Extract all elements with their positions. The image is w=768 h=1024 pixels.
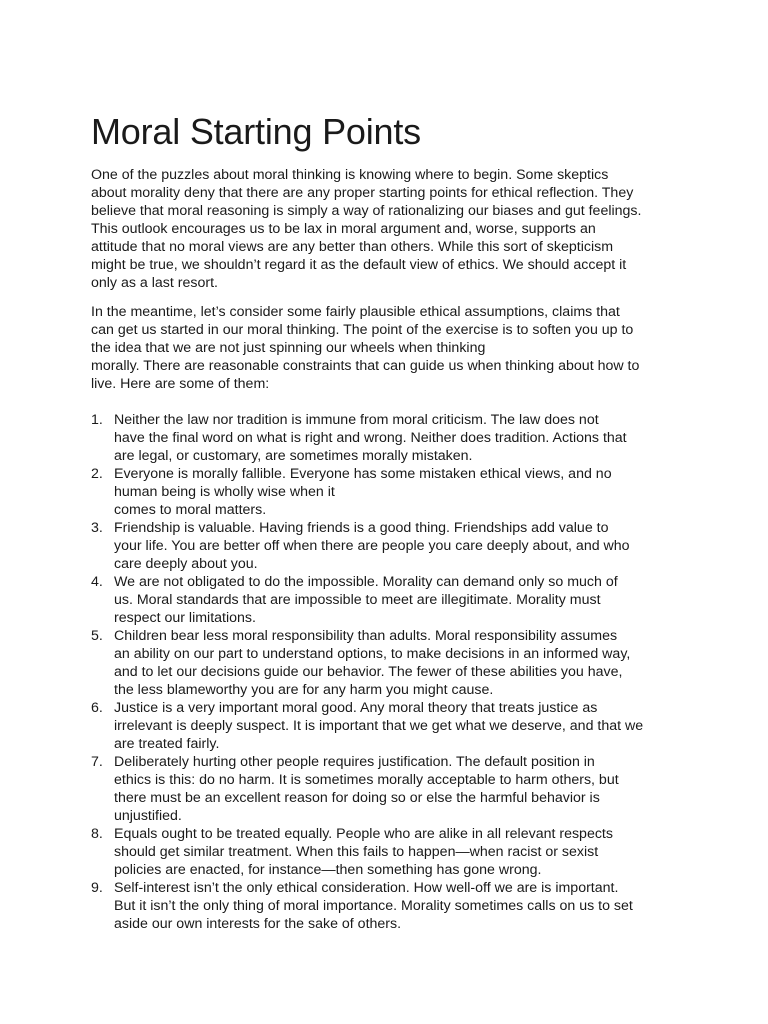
list-item: [91, 699, 711, 753]
list-item-line: comes to moral matters.: [114, 502, 267, 518]
list-item-line: Self-interest isn’t the only ethical consideration. How well-off we are is important.: [114, 880, 619, 896]
list-item-line: irrelevant is deeply suspect. It is important that we get what we deserve, and that we: [114, 718, 644, 734]
list-item-line: Children bear less moral responsibility than adults. Moral responsibility assumes: [114, 628, 618, 644]
assumptions-paragraph: [91, 303, 691, 393]
list-item-line: are treated fairly.: [114, 736, 220, 752]
list-item: [91, 411, 711, 465]
list-item-line: have the final word on what is right and wrong. Neither does tradition. Actions that: [114, 430, 627, 446]
paragraph-line: can get us started in our moral thinking. The point of the exercise is to soften you up to: [91, 322, 634, 338]
list-item-line: aside our own interests for the sake of others.: [114, 916, 402, 932]
paragraph-line: the idea that we are not just spinning our wheels when thinking: [91, 340, 486, 356]
list-item-line: unjustified.: [114, 808, 182, 824]
starting-points-list: [91, 411, 711, 933]
list-item: [91, 465, 711, 519]
list-item-line: human being is wholly wise when it: [114, 484, 335, 500]
list-item-line: there must be an excellent reason for doing so or else the harmful behavior is: [114, 790, 600, 806]
list-item-line: Equals ought to be treated equally. People who are alike in all relevant respects: [114, 826, 613, 842]
list-item-line: respect our limitations.: [114, 610, 256, 626]
paragraph-line: attitude that no moral views are any better than others. While this sort of skepticism: [91, 239, 614, 255]
page-title: Moral Starting Points: [91, 111, 421, 152]
list-item-number: 7.: [91, 754, 103, 770]
list-item-line: ethics is this: do no harm. It is sometimes morally acceptable to harm others, but: [114, 772, 619, 788]
list-item-line: should get similar treatment. When this fails to happen—when racist or sexist: [114, 844, 599, 860]
list-item-line: the less blameworthy you are for any harm you might cause.: [114, 682, 494, 698]
list-item-line: But it isn’t the only thing of moral importance. Morality sometimes calls on us to set: [114, 898, 633, 914]
list-item-line: Everyone is morally fallible. Everyone has some mistaken ethical views, and no: [114, 466, 612, 482]
list-item: [91, 627, 711, 699]
list-item-line: We are not obligated to do the impossible. Morality can demand only so much of: [114, 574, 618, 590]
list-item-line: are legal, or customary, are sometimes morally mistaken.: [114, 448, 473, 464]
list-item: [91, 753, 711, 825]
paragraph-line: about morality deny that there are any proper starting points for ethical reflection. They: [91, 185, 634, 201]
list-item-line: Neither the law nor tradition is immune from moral criticism. The law does not: [114, 412, 599, 428]
list-item-line: and to let our decisions guide our behavior. The fewer of these abilities you have,: [114, 664, 623, 680]
paragraph-line: believe that moral reasoning is simply a way of rationalizing our biases and gut feelings.: [91, 203, 642, 219]
list-item: [91, 573, 711, 627]
list-item-number: 4.: [91, 574, 103, 590]
list-item-line: Friendship is valuable. Having friends is a good thing. Friendships add value to: [114, 520, 609, 536]
paragraph-line: In the meantime, let’s consider some fairly plausible ethical assumptions, claims that: [91, 304, 620, 320]
paragraph-line: live. Here are some of them:: [91, 376, 270, 392]
paragraph-line: This outlook encourages us to be lax in moral argument and, worse, supports an: [91, 221, 596, 237]
list-item-line: Justice is a very important moral good. Any moral theory that treats justice as: [114, 700, 598, 716]
paragraph-line: only as a last resort.: [91, 275, 218, 291]
list-item-number: 8.: [91, 826, 103, 842]
list-item-line: your life. You are better off when there are people you care deeply about, and who: [114, 538, 630, 554]
list-item-number: 3.: [91, 520, 103, 536]
list-item-line: us. Moral standards that are impossible to meet are illegitimate. Morality must: [114, 592, 601, 608]
list-item: [91, 879, 711, 933]
list-item-number: 5.: [91, 628, 103, 644]
list-item: [91, 825, 711, 879]
list-item: [91, 519, 711, 573]
intro-paragraph: [91, 166, 691, 292]
paragraph-line: morally. There are reasonable constraints that can guide us when thinking about how to: [91, 358, 640, 374]
list-item-number: 2.: [91, 466, 103, 482]
list-item-line: care deeply about you.: [114, 556, 258, 572]
list-item-line: Deliberately hurting other people requires justification. The default position in: [114, 754, 595, 770]
list-item-number: 1.: [91, 412, 103, 428]
list-item-line: policies are enacted, for instance—then something has gone wrong.: [114, 862, 542, 878]
list-item-number: 9.: [91, 880, 103, 896]
paragraph-line: might be true, we shouldn’t regard it as the default view of ethics. We should accept it: [91, 257, 627, 273]
list-item-line: an ability on our part to understand options, to make decisions in an informed way,: [114, 646, 631, 662]
paragraph-line: One of the puzzles about moral thinking is knowing where to begin. Some skeptics: [91, 167, 609, 183]
list-item-number: 6.: [91, 700, 103, 716]
